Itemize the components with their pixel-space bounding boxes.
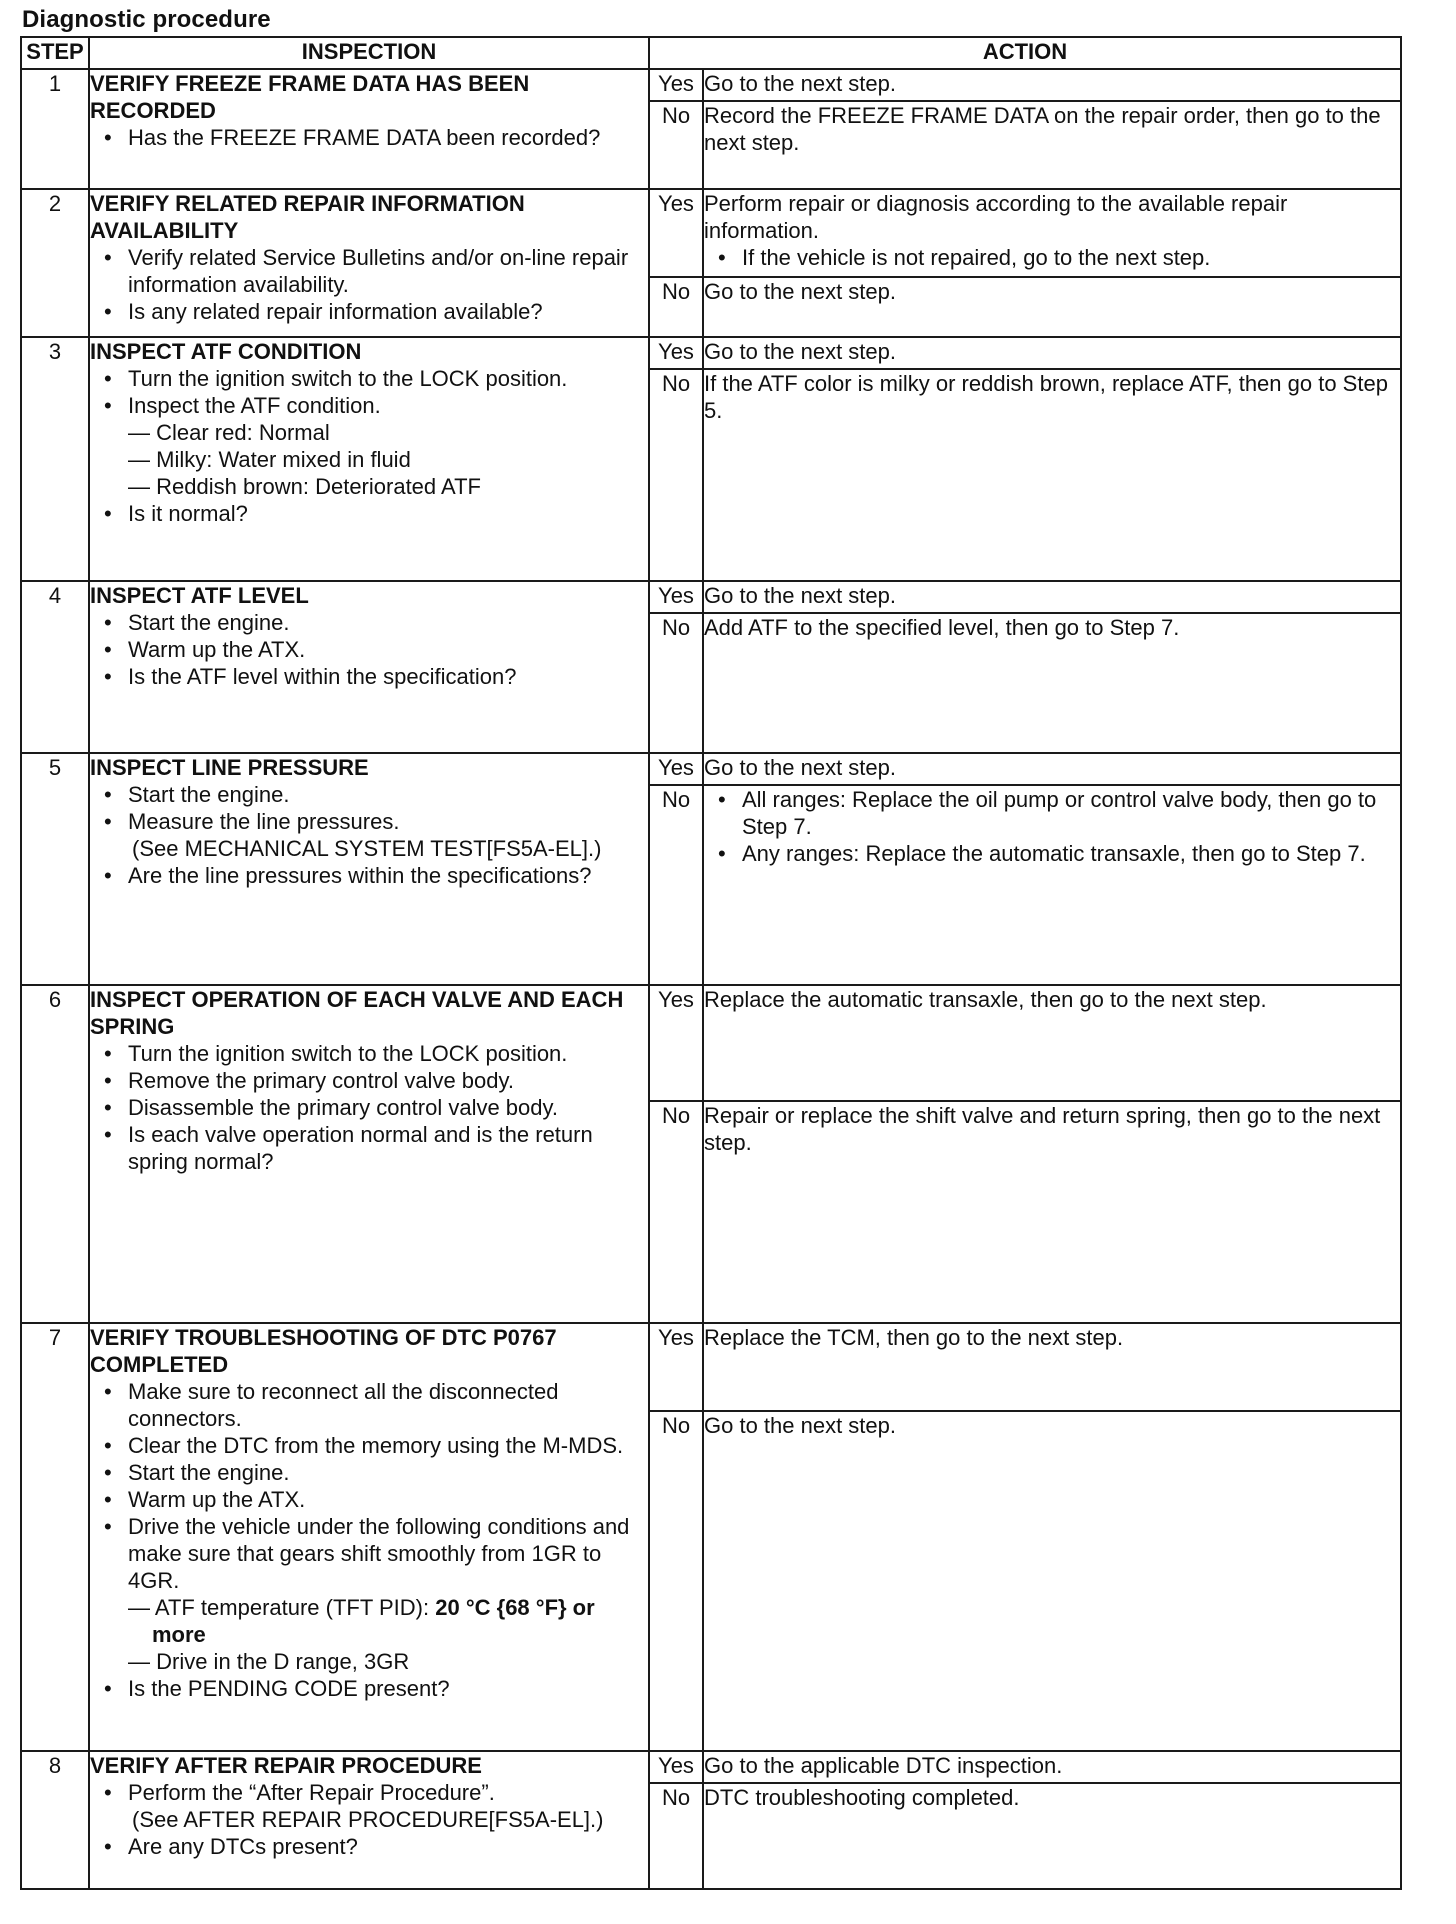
table-row <box>21 753 1401 785</box>
step-number: 6 <box>21 985 89 1323</box>
inspection-cell <box>89 985 649 1323</box>
inspection-cell <box>89 581 649 753</box>
step-number: 5 <box>21 753 89 985</box>
condition-value: 20 °C {68 °F} or more <box>152 1595 595 1647</box>
list-item: • Perform the “After Repair Procedure”. <box>90 1779 648 1806</box>
no-label: No <box>649 613 703 753</box>
inspection-list <box>90 1378 648 1594</box>
inspection-list <box>90 609 648 690</box>
list-item: • Are any DTCs present? <box>90 1833 648 1860</box>
yes-action: Go to the next step. <box>703 69 1401 101</box>
action-list <box>704 244 1400 271</box>
inspection-list <box>90 365 648 419</box>
yes-label: Yes <box>649 189 703 277</box>
reference-note: (See MECHANICAL SYSTEM TEST[FS5A-EL].) <box>132 836 602 861</box>
reference-note: (See AFTER REPAIR PROCEDURE[FS5A-EL].) <box>132 1807 604 1832</box>
list-item: • Has the FREEZE FRAME DATA been recorded? <box>90 124 648 151</box>
yes-action <box>703 189 1401 277</box>
no-label: No <box>649 369 703 581</box>
inspection-list <box>90 500 648 527</box>
step-number: 4 <box>21 581 89 753</box>
no-label: No <box>649 1411 703 1751</box>
no-action: DTC troubleshooting completed. <box>703 1783 1401 1889</box>
inspection-cell <box>89 337 649 581</box>
action-list <box>704 786 1400 867</box>
yes-action: Replace the TCM, then go to the next step. <box>703 1323 1401 1411</box>
list-item: • Is the PENDING CODE present? <box>90 1675 648 1702</box>
inspection-cell <box>89 1323 649 1751</box>
step-number: 1 <box>21 69 89 189</box>
no-action: Go to the next step. <box>703 1411 1401 1751</box>
table-row <box>21 581 1401 613</box>
list-item: • Remove the primary control valve body. <box>90 1067 648 1094</box>
list-item: • Start the engine. <box>90 1459 648 1486</box>
condition-line: — Milky: Water mixed in fluid <box>128 447 411 472</box>
list-item: • Clear the DTC from the memory using the M-MDS. <box>90 1432 648 1459</box>
inspection-title: INSPECT OPERATION OF EACH VALVE AND EACH SPRING <box>90 987 624 1039</box>
yes-label: Yes <box>649 1323 703 1411</box>
list-item: • All ranges: Replace the oil pump or control valve body, then go to Step 7. <box>704 786 1400 840</box>
list-item: • Measure the line pressures. <box>90 808 648 835</box>
header-inspection: INSPECTION <box>89 37 649 69</box>
list-item: • Drive the vehicle under the following conditions and make sure that gears shift smoothly from 1GR to 4GR. <box>90 1513 648 1594</box>
condition-line: — Drive in the D range, 3GR <box>128 1649 410 1674</box>
condition-line <box>90 1594 648 1648</box>
table-header-row <box>21 37 1401 69</box>
no-action <box>703 785 1401 985</box>
inspection-list <box>90 781 648 835</box>
no-action: Repair or replace the shift valve and return spring, then go to the next step. <box>703 1101 1401 1323</box>
inspection-list <box>90 1040 648 1175</box>
yes-label: Yes <box>649 753 703 785</box>
inspection-list <box>90 124 648 151</box>
inspection-list <box>90 1675 648 1702</box>
inspection-title: INSPECT ATF LEVEL <box>90 583 309 608</box>
condition-line: — Clear red: Normal <box>128 420 330 445</box>
table-row <box>21 337 1401 369</box>
no-action: Go to the next step. <box>703 277 1401 337</box>
list-item: • Warm up the ATX. <box>90 1486 648 1513</box>
list-item: • Are the line pressures within the specifications? <box>90 862 648 889</box>
yes-label: Yes <box>649 1751 703 1783</box>
list-item: • Inspect the ATF condition. <box>90 392 648 419</box>
step-number: 2 <box>21 189 89 337</box>
yes-action: Go to the next step. <box>703 753 1401 785</box>
step-number: 7 <box>21 1323 89 1751</box>
list-item: • Is it normal? <box>90 500 648 527</box>
list-item: • Make sure to reconnect all the disconnected connectors. <box>90 1378 648 1432</box>
no-label: No <box>649 277 703 337</box>
yes-action: Replace the automatic transaxle, then go to the next step. <box>703 985 1401 1101</box>
list-item: • Disassemble the primary control valve body. <box>90 1094 648 1121</box>
inspection-cell <box>89 69 649 189</box>
page-title: Diagnostic procedure <box>22 6 271 33</box>
inspection-title: VERIFY TROUBLESHOOTING OF DTC P0767 COMPLETED <box>90 1325 557 1377</box>
table-row <box>21 1751 1401 1783</box>
list-item: • Turn the ignition switch to the LOCK position. <box>90 365 648 392</box>
no-label: No <box>649 785 703 985</box>
header-action: ACTION <box>649 37 1401 69</box>
list-item: • Any ranges: Replace the automatic transaxle, then go to Step 7. <box>704 840 1400 867</box>
no-label: No <box>649 101 703 189</box>
yes-label: Yes <box>649 985 703 1101</box>
yes-action: Go to the applicable DTC inspection. <box>703 1751 1401 1783</box>
inspection-title: VERIFY AFTER REPAIR PROCEDURE <box>90 1753 482 1778</box>
yes-label: Yes <box>649 581 703 613</box>
list-item: • Start the engine. <box>90 609 648 636</box>
condition-line: — Reddish brown: Deteriorated ATF <box>128 474 481 499</box>
condition-label: — ATF temperature (TFT PID): <box>128 1595 436 1620</box>
no-label: No <box>649 1783 703 1889</box>
table-row <box>21 69 1401 101</box>
inspection-title: INSPECT LINE PRESSURE <box>90 755 369 780</box>
header-step: STEP <box>21 37 89 69</box>
inspection-list <box>90 1833 648 1860</box>
no-action: If the ATF color is milky or reddish brown, replace ATF, then go to Step 5. <box>703 369 1401 581</box>
step-number: 3 <box>21 337 89 581</box>
inspection-list <box>90 862 648 889</box>
table-row <box>21 985 1401 1101</box>
yes-label: Yes <box>649 337 703 369</box>
list-item: • Is any related repair information available? <box>90 298 648 325</box>
inspection-list <box>90 1779 648 1806</box>
list-item: • If the vehicle is not repaired, go to the next step. <box>704 244 1400 271</box>
step-number: 8 <box>21 1751 89 1889</box>
inspection-list <box>90 244 648 325</box>
list-item: • Start the engine. <box>90 781 648 808</box>
list-item: • Verify related Service Bulletins and/or on-line repair information availability. <box>90 244 648 298</box>
inspection-cell <box>89 753 649 985</box>
yes-action: Go to the next step. <box>703 337 1401 369</box>
list-item: • Turn the ignition switch to the LOCK position. <box>90 1040 648 1067</box>
yes-label: Yes <box>649 69 703 101</box>
list-item: • Is each valve operation normal and is the return spring normal? <box>90 1121 648 1175</box>
list-item: • Warm up the ATX. <box>90 636 648 663</box>
yes-action: Go to the next step. <box>703 581 1401 613</box>
inspection-title: INSPECT ATF CONDITION <box>90 339 362 364</box>
no-action: Add ATF to the specified level, then go to Step 7. <box>703 613 1401 753</box>
inspection-title: VERIFY RELATED REPAIR INFORMATION AVAILABILITY <box>90 191 525 243</box>
inspection-cell <box>89 1751 649 1889</box>
list-item: • Is the ATF level within the specification? <box>90 663 648 690</box>
inspection-title: VERIFY FREEZE FRAME DATA HAS BEEN RECORDED <box>90 71 530 123</box>
no-label: No <box>649 1101 703 1323</box>
no-action: Record the FREEZE FRAME DATA on the repair order, then go to the next step. <box>703 101 1401 189</box>
table-row <box>21 189 1401 277</box>
diagnostic-table <box>20 36 1402 1890</box>
inspection-cell <box>89 189 649 337</box>
table-row <box>21 1323 1401 1411</box>
action-text: Perform repair or diagnosis according to the available repair information. <box>704 191 1288 243</box>
